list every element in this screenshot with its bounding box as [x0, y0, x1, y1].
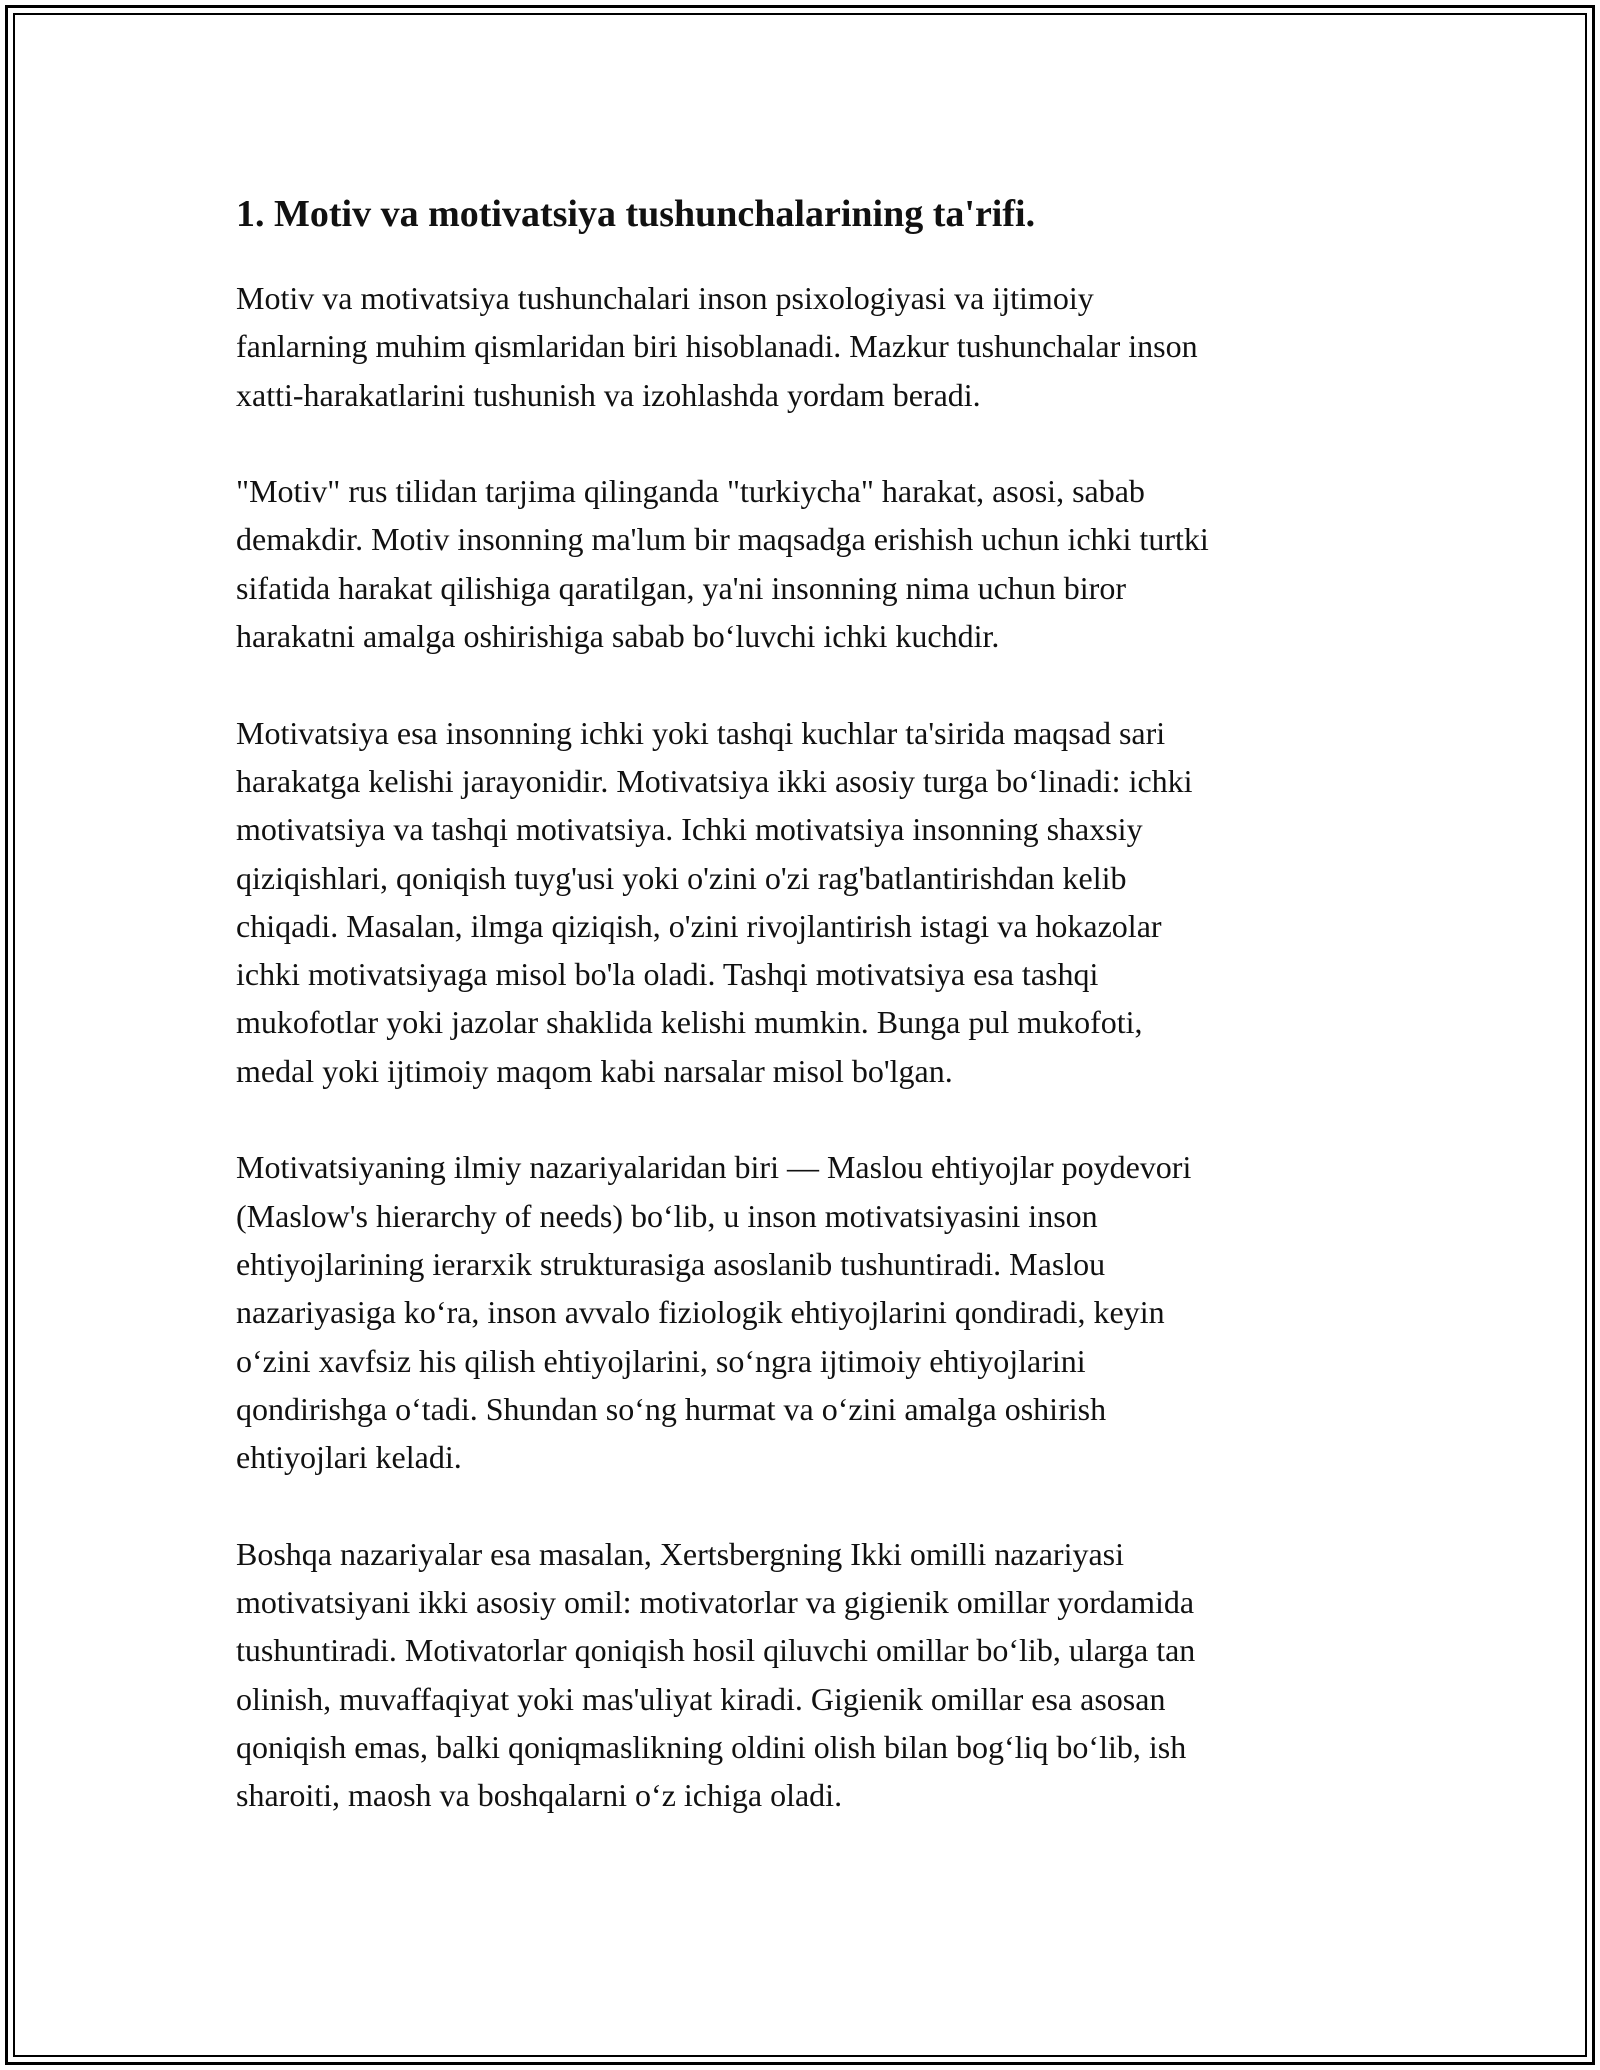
paragraph	[236, 274, 1366, 419]
paragraph-line: qoniqish emas, balki qoniqmaslikning oldini olish bilan bog‘liq bo‘lib, ish	[236, 1728, 1187, 1765]
paragraph-line: motivatsiya va tashqi motivatsiya. Ichki motivatsiya insonning shaxsiy	[236, 811, 1143, 848]
paragraph-line: xatti-harakatlarini tushunish va izohlashda yordam beradi.	[236, 376, 981, 413]
paragraph-line: qondirishga o‘tadi. Shundan so‘ng hurmat va o‘zini amalga oshirish	[236, 1390, 1107, 1427]
paragraph	[236, 1530, 1366, 1820]
paragraphs-container	[236, 274, 1366, 1820]
paragraph-line: harakatga kelishi jarayonidir. Motivatsiya ikki asosiy turga bo‘linadi: ichki	[236, 762, 1193, 799]
paragraph	[236, 709, 1366, 1095]
paragraph-line: ehtiyojlari keladi.	[236, 1439, 462, 1476]
paragraph-line: chiqadi. Masalan, ilmga qiziqish, o'zini rivojlantirish istagi va hokazolar	[236, 907, 1162, 944]
paragraph-line: demakdir. Motiv insonning ma'lum bir maqsadga erishish uchun ichki turtki	[236, 521, 1209, 558]
paragraph-line: "Motiv" rus tilidan tarjima qilinganda "turkiycha" harakat, asosi, sabab	[236, 473, 1145, 510]
paragraph-line: motivatsiyani ikki asosiy omil: motivatorlar va gigienik omillar yordamida	[236, 1584, 1195, 1621]
paragraph-line: o‘zini xavfsiz his qilish ehtiyojlarini, so‘ngra ijtimoiy ehtiyojlarini	[236, 1342, 1086, 1379]
paragraph-line: ichki motivatsiyaga misol bo'la oladi. Tashqi motivatsiya esa tashqi	[236, 956, 1099, 993]
paragraph-line: sharoiti, maosh va boshqalarni o‘z ichiga oladi.	[236, 1777, 843, 1814]
paragraph-line: sifatida harakat qilishiga qaratilgan, ya'ni insonning nima uchun biror	[236, 569, 1126, 606]
paragraph-line: ehtiyojlarining ierarxik strukturasiga asoslanib tushuntiradi. Maslou	[236, 1245, 1106, 1282]
section-heading: 1. Motiv va motivatsiya tushunchalarining ta'rifi.	[236, 193, 1036, 235]
paragraph-line: tushuntiradi. Motivatorlar qoniqish hosil qiluvchi omillar bo‘lib, ularga tan	[236, 1632, 1196, 1669]
paragraph-line: fanlarning muhim qismlaridan biri hisoblanadi. Mazkur tushunchalar inson	[236, 328, 1198, 365]
paragraph-line: Motiv va motivatsiya tushunchalari inson psixologiyasi va ijtimoiy	[236, 280, 1094, 316]
paragraph	[236, 467, 1366, 660]
paragraph-line: medal yoki ijtimoiy maqom kabi narsalar misol bo'lgan.	[236, 1052, 953, 1089]
paragraph-line: Motivatsiya esa insonning ichki yoki tashqi kuchlar ta'sirida maqsad sari	[236, 714, 1166, 751]
paragraph-line: harakatni amalga oshirishiga sabab bo‘luvchi ichki kuchdir.	[236, 618, 1000, 655]
paragraph-line: olinish, muvaffaqiyat yoki mas'uliyat kiradi. Gigienik omillar esa asosan	[236, 1680, 1166, 1717]
paragraph-line: Boshqa nazariyalar esa masalan, Xertsbergning Ikki omilli nazariyasi	[236, 1535, 1124, 1572]
paragraph-line: mukofotlar yoki jazolar shaklida kelishi mumkin. Bunga pul mukofoti,	[236, 1004, 1143, 1041]
paragraph-line: qiziqishlari, qoniqish tuyg'usi yoki o'zini o'zi rag'batlantirishdan kelib	[236, 859, 1127, 896]
paragraph-line: Motivatsiyaning ilmiy nazariyalaridan biri — Maslou ehtiyojlar poydevori	[236, 1149, 1192, 1186]
paragraph	[236, 1143, 1366, 1481]
paragraph-line: (Maslow's hierarchy of needs) bo‘lib, u inson motivatsiyasini inson	[236, 1197, 1098, 1234]
document-body	[236, 186, 1366, 1868]
paragraph-line: nazariyasiga ko‘ra, inson avvalo fiziologik ehtiyojlarini qondiradi, keyin	[236, 1294, 1165, 1331]
